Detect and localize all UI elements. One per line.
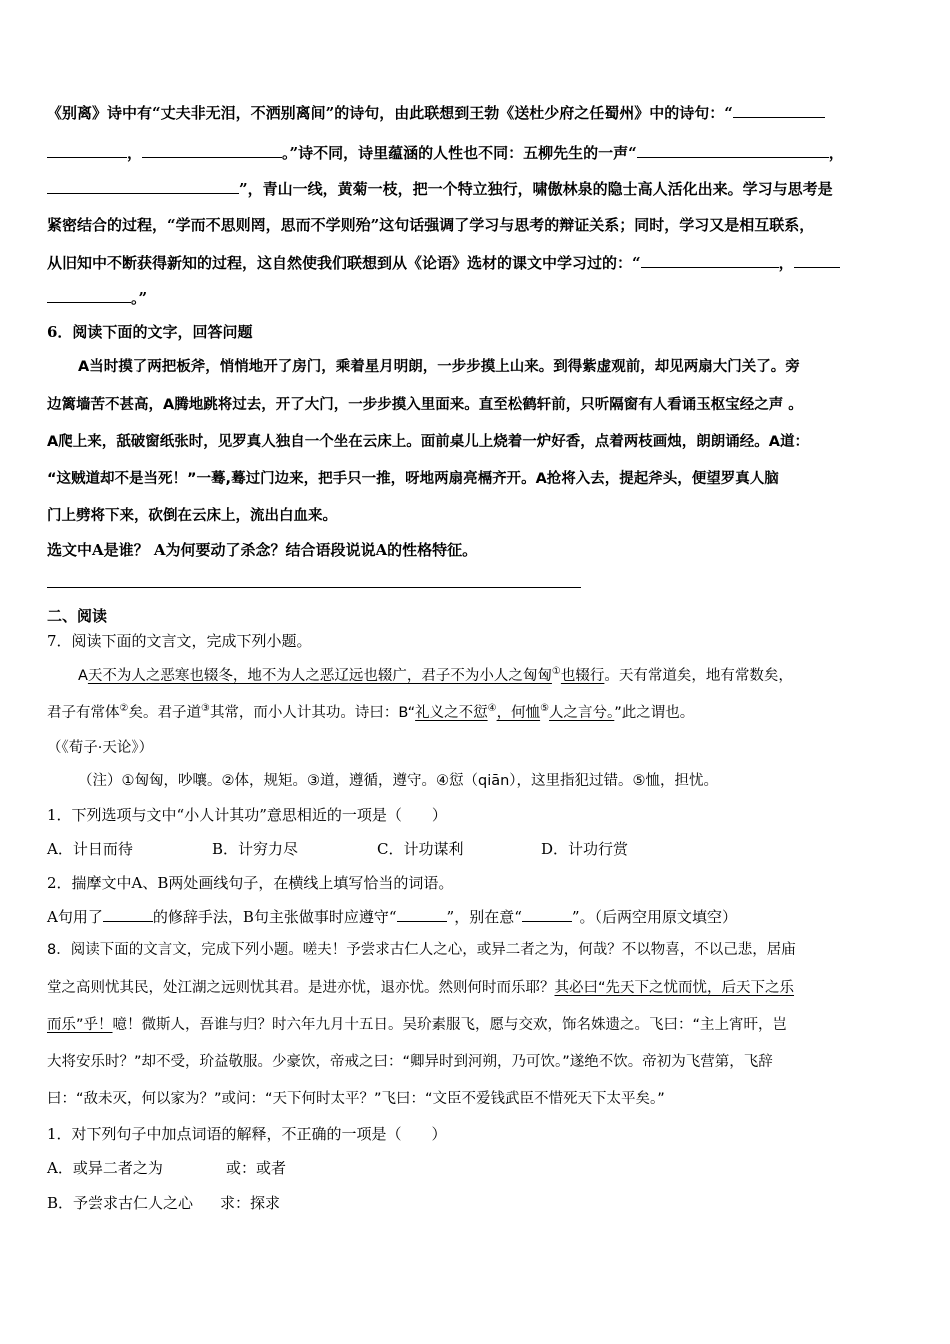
answer-blank[interactable] <box>142 142 282 158</box>
option-b[interactable]: B．予尝求古仁人之心 <box>47 1194 194 1212</box>
q5-line-4: 紧密结合的过程，“学而不思则罔，思而不学则殆”这句话强调了学习与思考的辩证关系；同时，学习又是相互联系， <box>47 216 815 234</box>
q8-passage-line: 8．阅读下面的文言文，完成下列小题。嗟夫！予尝求古仁人之心，或异二者之为，何哉？不以物喜，不以己悲，居庙 <box>47 942 796 958</box>
q8-sub-question-1: 1．对下列句子中加点词语的解释，不正确的一项是（ ） <box>47 1125 447 1143</box>
answer-blank[interactable] <box>103 906 153 922</box>
option-b[interactable]: B．计穷力尽 <box>212 840 299 858</box>
q7-source: （《荀子·天论》） <box>47 740 154 756</box>
q5-line-2: ， 。”诗不同，诗里蕴涵的人性也不同：五柳先生的一声“ ， <box>47 142 844 163</box>
q8-passage-line: 大将安乐时？”却不受，玠益敬服。少豪饮，帝戒之曰：“卿异时到河朔，乃可饮。”遂绝不饮。帝初为飞营第，飞辞 <box>47 1054 773 1070</box>
q7-passage-line: 君子有常体②矣。君子道③其常，而小人计其功。诗曰：B“礼义之不愆④，何恤⑤人之言兮。”此之谓也。 <box>47 703 695 721</box>
q5-line-6: 。” <box>47 287 147 308</box>
q8-passage-line: 而乐”乎！噫！微斯人，吾谁与归？时六年九月十五日。吴玠素服飞，愿与交欢，饰名姝遗之。飞曰：“主上宵旰，岂 <box>47 1017 788 1033</box>
answer-blank[interactable] <box>641 252 779 268</box>
underlined-sentence-a: 天不为人之恶寒也辍冬，地不为人之恶辽远也辍广，君子不为小人之匈匈 <box>87 668 552 684</box>
q6-question: 选文中A是谁？ A为何要动了杀念？结合语段说说A的性格特征。 <box>47 541 478 559</box>
answer-blank[interactable] <box>637 142 829 158</box>
answer-blank[interactable] <box>47 178 239 194</box>
q7-note: （注）①匈匈，吵嚷。②体，规矩。③道，遵循，遵守。④愆（qiān），这里指犯过错。⑤恤，担忧。 <box>78 773 719 789</box>
answer-blank[interactable] <box>47 287 131 303</box>
q7-passage-line: A天不为人之恶寒也辍冬，地不为人之恶辽远也辍广，君子不为小人之匈匈①也辍行。天有常道矣，地有常数矣， <box>78 666 793 684</box>
q5-line-1: 《别离》诗中有“丈夫非无泪，不洒别离间”的诗句，由此联想到王勃《送杜少府之任蜀州》中的诗句：“ <box>47 102 825 123</box>
option-a[interactable]: A．或异二者之为 <box>47 1159 163 1177</box>
answer-blank[interactable] <box>397 906 447 922</box>
q7-sub-question-2: 2．揣摩文中A、B两处画线句子，在横线上填写恰当的词语。 <box>47 874 454 892</box>
answer-blank[interactable] <box>733 102 825 118</box>
option-a[interactable]: A．计日而待 <box>47 840 133 858</box>
section-title: 二、阅读 <box>47 607 108 625</box>
answer-blank[interactable] <box>794 252 840 268</box>
q5-line-5: 从旧知中不断获得新知的过程，这自然使我们联想到从《论语》选材的课文中学习过的：“ ， <box>47 252 840 273</box>
q6-passage-line: 门上劈将下来，砍倒在云床上，流出白血来。 <box>47 508 337 524</box>
q6-passage-line: A爬上来，舐破窗纸张时，见罗真人独自一个坐在云床上。面前桌儿上烧着一炉好香，点着两枝画烛，朗朗诵经。A道： <box>47 434 809 450</box>
underlined-sentence: 其必曰“先天下之忧而忧，后天下之乐 <box>554 980 795 996</box>
q6-answer-line[interactable] <box>47 587 581 588</box>
option-a-gloss: 或：或者 <box>226 1159 287 1177</box>
answer-blank[interactable] <box>522 906 572 922</box>
q8-passage-line: 曰：“敌未灭，何以家为？”或问：“天下何时太平？”飞曰：“文臣不爱钱武臣不惜死天下太平矣。” <box>47 1091 665 1107</box>
q7-title: 7．阅读下面的文言文，完成下列小题。 <box>47 632 312 650</box>
q8-passage-line: 堂之高则忧其民，处江湖之远则忧其君。是进亦忧，退亦忧。然则何时而乐耶？其必曰“先天下之忧而忧，后天下之乐 <box>47 980 795 996</box>
q7-fill-line: A句用了 的修辞手法，B句主张做事时应遵守“ ”，别在意“ ”。（后两空用原文填空） <box>47 908 738 926</box>
q6-passage-line: A当时摸了两把板斧，悄悄地开了房门，乘着星月明朗，一步步摸上山来。到得紫虚观前，却见两扇大门关了。旁 <box>78 359 800 375</box>
q6-title: 6．阅读下面的文字，回答问题 <box>47 323 253 341</box>
option-b-gloss: 求：探求 <box>220 1194 281 1212</box>
underlined-sentence-b: 礼义之不愆 <box>415 705 488 721</box>
q5-line-3: ”，青山一线，黄菊一枝，把一个特立独行，啸傲林泉的隐士高人活化出来。学习与思考是 <box>47 178 833 199</box>
answer-blank[interactable] <box>47 142 127 158</box>
q6-passage-line: “这贼道却不是当死！”一蓦,蓦过门边来，把手只一推，呀地两扇亮槅齐开。A抢将入去，提起斧头，便望罗真人脑 <box>47 471 779 487</box>
q6-passage-line: 边篱墙苦不甚高，A腾地跳将过去，开了大门，一步步摸入里面来。直至松鹤轩前，只听隔窗有人看诵玉枢宝经之声 。 <box>47 397 803 413</box>
option-d[interactable]: D．计功行赏 <box>541 840 629 858</box>
option-c[interactable]: C．计功谋利 <box>377 840 464 858</box>
q7-sub-question-1: 1．下列选项与文中“小人计其功”意思相近的一项是（ ） <box>47 806 447 824</box>
